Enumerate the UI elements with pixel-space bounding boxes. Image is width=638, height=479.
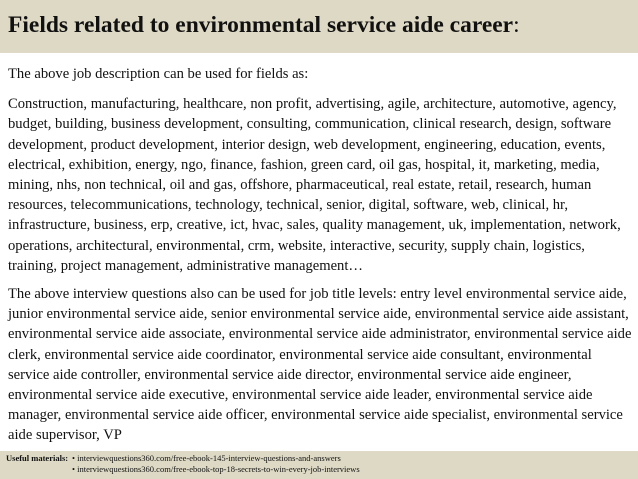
slide-title-colon: : <box>513 12 520 38</box>
slide-content <box>8 64 634 446</box>
footer-label: Useful materials: <box>6 453 69 463</box>
footer-bar <box>0 451 638 479</box>
footer-link-ebook-top-18[interactable]: • interviewquestions360.com/free-ebook-top-18-secrets-to-win-every-job-interviews <box>72 464 360 474</box>
job-levels-text: The above interview questions also can be used for job title levels: entry level environmental service aide, junior environmental service aide, senior environmental service aide, environmental service aide assistant, environmental service aide associate, environmental service aide administrator, environmental service aide clerk, environmental service aide coordinator, environmental service aide consultant, environmental service aide controller, environmental service aide director, environmental service aide engineer, environmental service aide executive, environmental service aide leader, environmental service aide manager, environmental service aide officer, environmental service aide specialist, environmental service aide supervisor, VP <box>8 286 632 444</box>
slide-title-text: Fields related to environmental service aide career <box>8 12 514 38</box>
footer-row-1 <box>6 453 638 464</box>
footer-link-ebook-145[interactable]: • interviewquestions360.com/free-ebook-145-interview-questions-and-answers <box>72 453 341 463</box>
fields-list: Construction, manufacturing, healthcare, non profit, advertising, agile, architecture, automotive, agency, budget, building, business development, consulting, communication, clinical research, design, software development, product development, interior design, web development, engineering, education, events, electrical, exhibition, energy, ngo, finance, fashion, green card, oil gas, hospital, it, marketing, media, mining, nhs, non technical, oil and gas, offshore, pharmaceutical, real estate, retail, research, human resources, telecommunications, technology, technical, senior, digital, software, web, clinical, hr, infrastructure, business, erp, creative, ict, hvac, sales, quality management, uk, implementation, network, operations, architectural, environmental, crm, website, interactive, security, supply chain, logistics, training, project management, administrative management… <box>8 96 621 274</box>
slide-title <box>8 10 638 40</box>
intro-text: The above job description can be used for fields as: <box>8 66 309 82</box>
footer-row-2 <box>6 464 638 475</box>
title-bar <box>0 0 638 53</box>
